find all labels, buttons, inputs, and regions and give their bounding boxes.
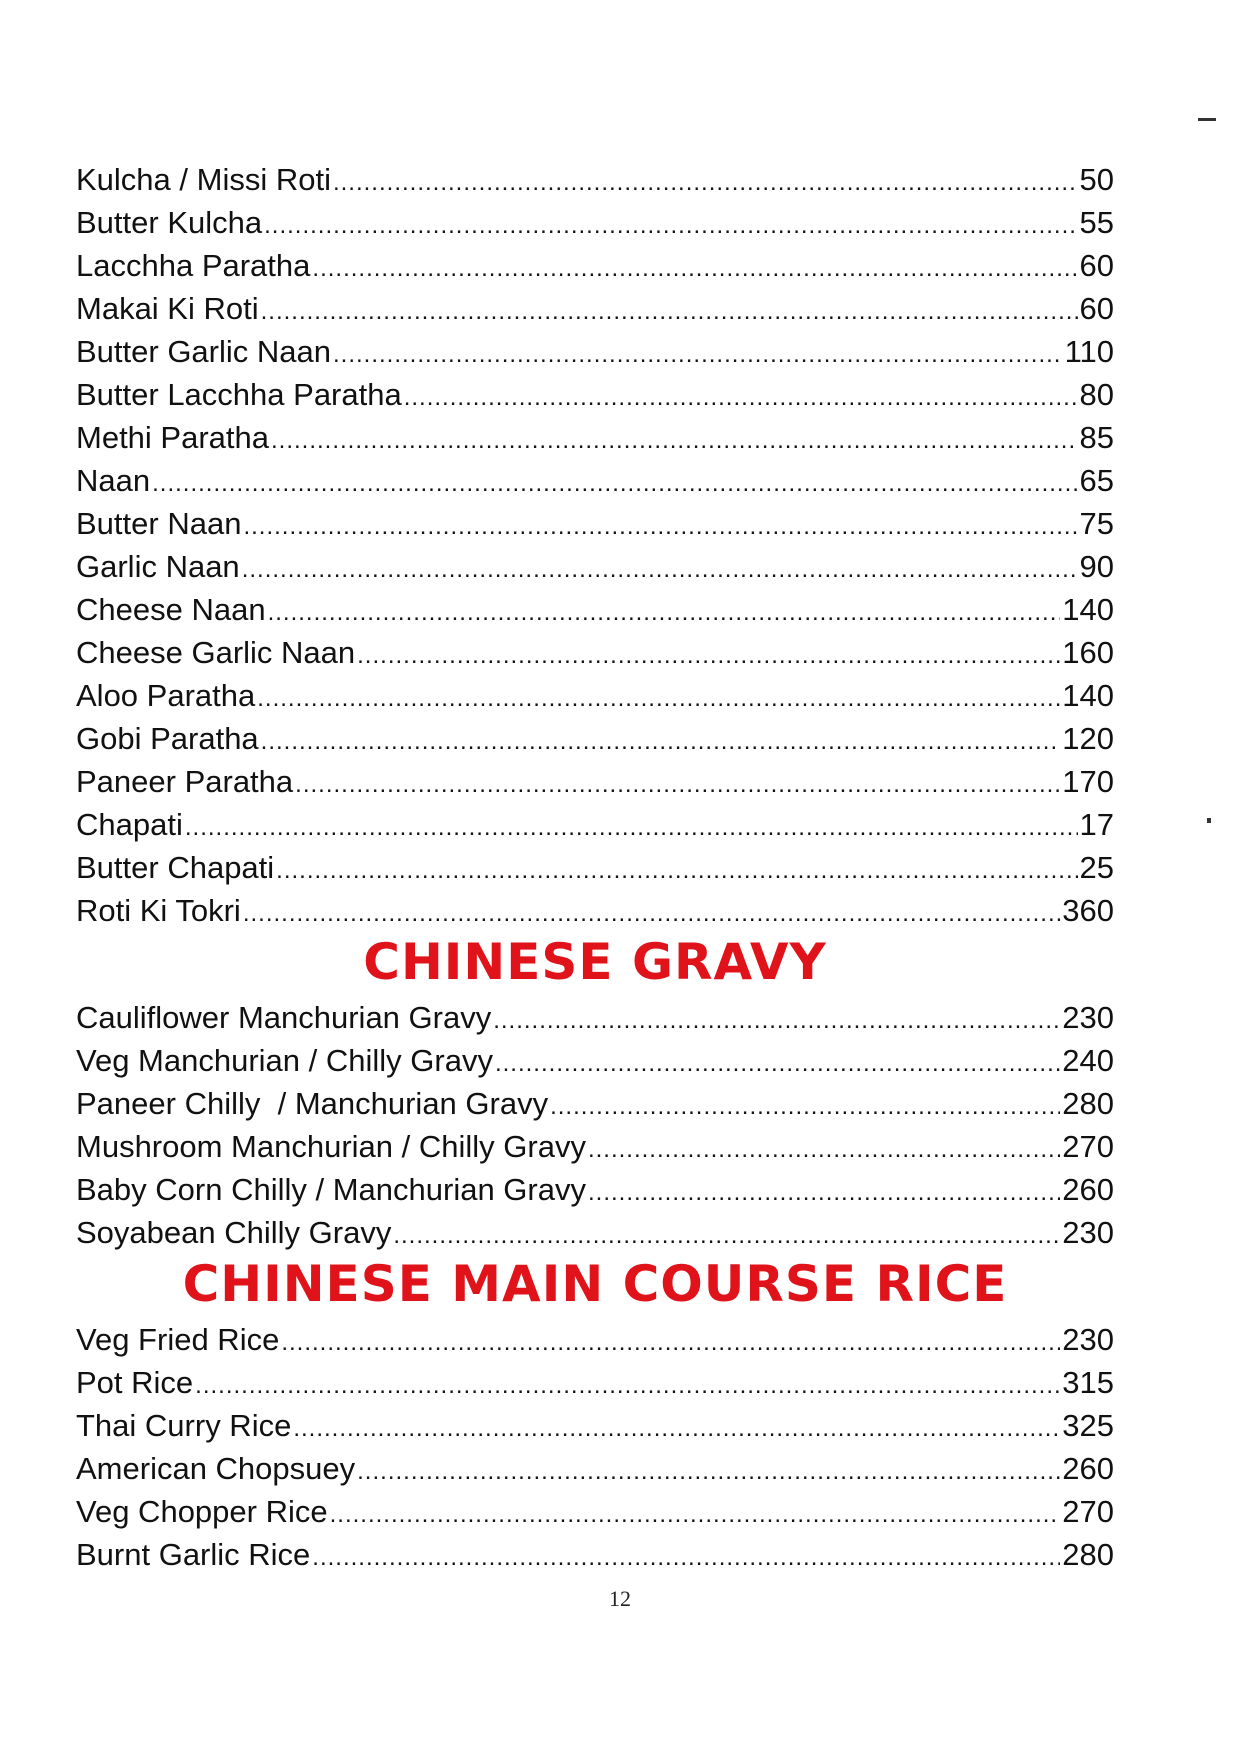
dot-leader [281,1321,1060,1364]
item-price: 170 [1062,764,1114,799]
dot-leader [312,247,1077,290]
item-price: 110 [1064,334,1114,369]
dot-leader [357,1450,1060,1493]
item-name: Butter Naan [76,506,242,541]
item-price: 260 [1062,1172,1114,1207]
list-item [76,631,1114,674]
item-price: 60 [1079,248,1114,283]
chinese-rice-section [76,1318,1114,1576]
item-price: 55 [1079,205,1114,240]
item-price: 120 [1062,721,1114,756]
item-price: 90 [1079,549,1114,584]
list-item [76,545,1114,588]
dot-leader [261,720,1061,763]
list-item [76,416,1114,459]
item-name: Methi Paratha [76,420,269,455]
list-item [76,760,1114,803]
dot-leader [550,1085,1060,1128]
item-name: Gobi Paratha [76,721,259,756]
list-item [76,996,1114,1039]
item-name: Veg Manchurian / Chilly Gravy [76,1043,493,1078]
item-price: 60 [1079,291,1114,326]
dot-leader [588,1171,1060,1214]
item-price: 25 [1079,850,1114,885]
dot-leader [495,1042,1060,1085]
item-name: American Chopsuey [76,1451,356,1486]
dot-leader [333,333,1063,376]
section-heading-chinese-rice: CHINESE MAIN COURSE RICE [182,1255,1008,1313]
item-price: 280 [1062,1086,1114,1121]
item-price: 50 [1079,162,1114,197]
item-price: 260 [1062,1451,1114,1486]
list-item [76,1125,1114,1168]
item-name: Cauliflower Manchurian Gravy [76,1000,492,1035]
item-name: Thai Curry Rice [76,1408,292,1443]
item-name: Naan [76,463,151,498]
dot-leader [152,462,1077,505]
item-price: 140 [1062,592,1114,627]
list-item [76,717,1114,760]
list-item [76,1447,1114,1490]
item-name: Veg Fried Rice [76,1322,280,1357]
item-name: Soyabean Chilly Gravy [76,1215,392,1250]
list-item [76,1211,1114,1254]
scan-edge-mark [1207,818,1211,823]
dot-leader [268,591,1061,634]
list-item [76,244,1114,287]
dot-leader [357,634,1060,677]
list-item [76,1039,1114,1082]
item-price: 270 [1062,1494,1114,1529]
menu-list [76,158,1114,1576]
list-item [76,201,1114,244]
item-price: 230 [1062,1000,1114,1035]
item-name: Butter Kulcha [76,205,263,240]
item-price: 230 [1062,1215,1114,1250]
item-price: 315 [1062,1365,1114,1400]
list-item [76,1082,1114,1125]
dot-leader [312,1536,1060,1579]
list-item [76,1490,1114,1533]
dot-leader [261,290,1078,333]
list-item [76,1361,1114,1404]
item-price: 160 [1062,635,1114,670]
item-price: 240 [1062,1043,1114,1078]
dot-leader [588,1128,1060,1171]
list-item [76,1168,1114,1211]
scan-edge-mark [1198,118,1216,121]
dot-leader [295,763,1060,806]
item-name: Butter Garlic Naan [76,334,331,369]
dot-leader [264,204,1077,247]
item-name: Aloo Paratha [76,678,256,713]
item-name: Paneer Chilly / Manchurian Gravy [76,1086,549,1121]
dot-leader [271,419,1078,462]
item-name: Kulcha / Missi Roti [76,162,331,197]
item-name: Lacchha Paratha [76,248,311,283]
item-name: Mushroom Manchurian / Chilly Gravy [76,1129,586,1164]
item-name: Baby Corn Chilly / Manchurian Gravy [76,1172,586,1207]
item-price: 85 [1079,420,1114,455]
chinese-gravy-section [76,996,1114,1254]
list-item [76,330,1114,373]
item-name: Cheese Naan [76,592,266,627]
item-name: Makai Ki Roti [76,291,259,326]
list-item [76,1533,1114,1576]
list-item [76,889,1114,932]
list-item [76,588,1114,631]
item-price: 17 [1079,807,1114,842]
dot-leader [330,1493,1061,1536]
item-price: 65 [1079,463,1114,498]
item-name: Paneer Paratha [76,764,294,799]
list-item [76,846,1114,889]
list-item [76,373,1114,416]
item-price: 360 [1062,893,1114,928]
item-name: Butter Chapati [76,850,275,885]
list-item [76,287,1114,330]
item-name: Veg Chopper Rice [76,1494,328,1529]
list-item [76,1318,1114,1361]
item-price: 140 [1062,678,1114,713]
dot-leader [243,892,1060,935]
list-item [76,459,1114,502]
item-price: 280 [1062,1537,1114,1572]
item-price: 325 [1062,1408,1114,1443]
dot-leader [257,677,1060,720]
dot-leader [242,548,1078,591]
dot-leader [393,1214,1060,1257]
dot-leader [185,806,1078,849]
item-price: 230 [1062,1322,1114,1357]
item-price: 75 [1079,506,1114,541]
list-item [76,674,1114,717]
list-item [76,158,1114,201]
dot-leader [276,849,1077,892]
dot-leader [493,999,1060,1042]
list-item [76,803,1114,846]
dot-leader [293,1407,1060,1450]
item-price: 270 [1062,1129,1114,1164]
item-name: Garlic Naan [76,549,240,584]
dot-leader [195,1364,1060,1407]
list-item [76,1404,1114,1447]
item-name: Butter Lacchha Paratha [76,377,402,412]
dot-leader [333,161,1078,204]
item-price: 80 [1079,377,1114,412]
item-name: Cheese Garlic Naan [76,635,356,670]
breads-section [76,158,1114,932]
dot-leader [243,505,1077,548]
section-heading-chinese-gravy: CHINESE GRAVY [363,933,827,991]
item-name: Chapati [76,807,183,842]
item-name: Burnt Garlic Rice [76,1537,311,1572]
list-item [76,502,1114,545]
item-name: Roti Ki Tokri [76,893,241,928]
dot-leader [404,376,1078,419]
item-name: Pot Rice [76,1365,194,1400]
page-number: 12 [609,1586,631,1611]
